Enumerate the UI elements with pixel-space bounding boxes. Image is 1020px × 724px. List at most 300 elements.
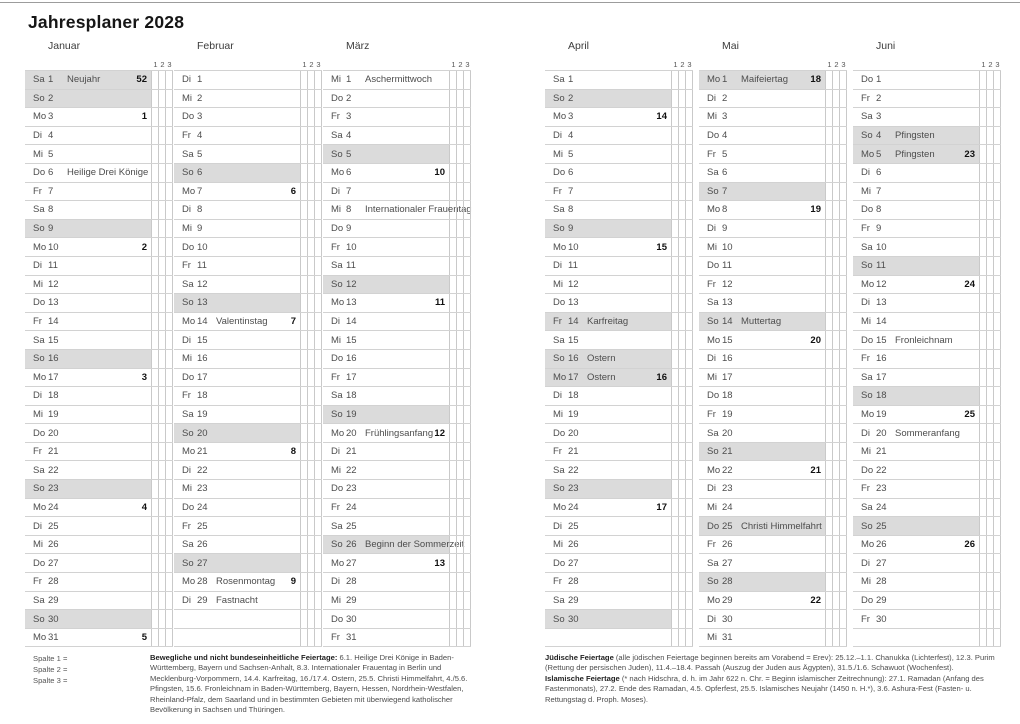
note-cell-3 — [994, 610, 1001, 628]
weekday-label: Mo — [331, 167, 345, 179]
day-main-cell — [699, 164, 826, 182]
weekday-label: Do — [707, 520, 720, 532]
day-row — [545, 592, 693, 611]
note-cell-1 — [450, 183, 457, 201]
day-main-cell — [323, 183, 450, 201]
weekday-label: Fr — [182, 390, 191, 402]
note-cell-1 — [980, 90, 987, 108]
day-main-cell — [853, 350, 980, 368]
note-cell-1 — [672, 238, 679, 256]
note-cell-1 — [672, 480, 679, 498]
weekday-label: Mi — [553, 539, 564, 551]
note-cell-3 — [994, 536, 1001, 554]
note-cell-1 — [301, 629, 308, 647]
day-row — [174, 294, 322, 313]
day-row — [25, 610, 173, 629]
day-row — [699, 145, 847, 164]
note-cell-1 — [672, 145, 679, 163]
note-cell-3 — [315, 406, 322, 424]
day-main-cell — [699, 257, 826, 275]
note-cell-2 — [833, 369, 840, 387]
weekday-label: Mo — [33, 111, 47, 123]
note-cell-1 — [301, 127, 308, 145]
weekday-label: Sa — [553, 204, 565, 216]
day-row — [174, 350, 322, 369]
day-main-cell — [174, 461, 301, 479]
day-number: 25 — [722, 520, 733, 532]
week-number: 3 — [141, 371, 147, 383]
day-main-cell — [699, 313, 826, 331]
day-number: 28 — [48, 576, 59, 588]
day-number: 19 — [722, 408, 733, 420]
day-row — [174, 313, 322, 332]
day-number: 18 — [197, 390, 208, 402]
weekday-label: Mo — [553, 241, 567, 253]
day-number: 31 — [346, 632, 357, 644]
note-cell-1 — [301, 201, 308, 219]
week-number: 52 — [136, 74, 147, 86]
note-cell-1 — [450, 461, 457, 479]
day-number: 26 — [876, 539, 887, 551]
note-cell-3 — [686, 517, 693, 535]
day-row — [545, 573, 693, 592]
day-main-cell — [174, 610, 301, 628]
day-main-cell — [699, 71, 826, 89]
day-number: 14 — [568, 316, 579, 328]
note-cell-3 — [840, 443, 847, 461]
note-cell-2 — [833, 294, 840, 312]
day-row — [545, 536, 693, 555]
day-number: 7 — [876, 185, 882, 197]
weekday-label: Mi — [33, 148, 44, 160]
day-row — [323, 331, 471, 350]
day-number: 21 — [197, 446, 208, 458]
day-row — [853, 71, 1001, 90]
note-cell-3 — [166, 238, 173, 256]
day-row — [25, 145, 173, 164]
day-number: 28 — [197, 576, 208, 588]
week-number: 1 — [141, 111, 147, 123]
day-number: 23 — [48, 483, 59, 495]
note-cell-3 — [315, 387, 322, 405]
holiday-label: Christi Himmelfahrt — [741, 520, 822, 532]
note-cell-1 — [301, 517, 308, 535]
day-main-cell — [699, 573, 826, 591]
weekday-label: So — [331, 539, 343, 551]
note-cell-3 — [166, 369, 173, 387]
note-cell-2 — [679, 424, 686, 442]
note-cell-1 — [672, 517, 679, 535]
weekday-label: Fr — [553, 446, 562, 458]
day-row — [853, 257, 1001, 276]
day-main-cell — [545, 461, 672, 479]
day-number: 10 — [568, 241, 579, 253]
note-cell-3 — [840, 554, 847, 572]
day-main-cell — [699, 424, 826, 442]
note-cell-3 — [686, 294, 693, 312]
day-main-cell — [853, 480, 980, 498]
day-row — [323, 145, 471, 164]
note-cell-1 — [301, 183, 308, 201]
weekday-label: Fr — [331, 241, 340, 253]
day-main-cell — [323, 220, 450, 238]
note-cell-3 — [840, 350, 847, 368]
day-number: 15 — [197, 334, 208, 346]
week-number: 20 — [810, 334, 821, 346]
day-main-cell — [323, 294, 450, 312]
day-number: 26 — [197, 539, 208, 551]
note-cell-1 — [152, 257, 159, 275]
day-main-cell — [25, 201, 152, 219]
day-main-cell — [699, 145, 826, 163]
note-cell-1 — [826, 257, 833, 275]
note-cell-1 — [826, 183, 833, 201]
day-number: 16 — [722, 353, 733, 365]
note-column-header: 3 — [316, 60, 321, 69]
weekday-label: Mo — [331, 557, 345, 569]
note-cell-3 — [315, 350, 322, 368]
day-main-cell — [853, 183, 980, 201]
holiday-label: Pfingsten — [895, 148, 935, 160]
day-main-cell — [545, 350, 672, 368]
week-number: 15 — [656, 241, 667, 253]
page-title: Jahresplaner 2028 — [28, 12, 185, 32]
weekday-label: Di — [707, 483, 716, 495]
day-row — [699, 536, 847, 555]
day-main-cell — [545, 480, 672, 498]
note-cell-2 — [987, 183, 994, 201]
note-cell-2 — [833, 629, 840, 647]
day-number: 18 — [722, 390, 733, 402]
day-number: 8 — [48, 204, 54, 216]
day-number: 23 — [568, 483, 579, 495]
day-main-cell — [25, 164, 152, 182]
note-cell-2 — [457, 145, 464, 163]
day-row — [853, 573, 1001, 592]
month-grid — [699, 70, 847, 647]
day-row — [699, 387, 847, 406]
day-number: 7 — [722, 185, 728, 197]
weekday-label: Sa — [861, 241, 873, 253]
day-row — [323, 127, 471, 146]
holiday-label: Frühlingsanfang — [365, 427, 434, 439]
day-number: 20 — [48, 427, 59, 439]
day-main-cell — [174, 554, 301, 572]
day-main-cell — [545, 369, 672, 387]
note-cell-1 — [672, 536, 679, 554]
note-column-headers — [545, 57, 693, 70]
note-cell-1 — [301, 238, 308, 256]
day-main-cell — [853, 145, 980, 163]
note-cell-2 — [987, 592, 994, 610]
note-cell-2 — [679, 164, 686, 182]
note-cell-1 — [152, 387, 159, 405]
note-cell-3 — [994, 331, 1001, 349]
day-main-cell — [323, 276, 450, 294]
note-cell-2 — [987, 573, 994, 591]
note-cell-2 — [159, 424, 166, 442]
day-main-cell — [853, 276, 980, 294]
weekday-label: Mo — [33, 241, 47, 253]
note-cell-1 — [152, 499, 159, 517]
day-row — [853, 424, 1001, 443]
day-main-cell — [323, 461, 450, 479]
note-cell-1 — [980, 257, 987, 275]
day-row — [853, 480, 1001, 499]
note-cell-3 — [315, 480, 322, 498]
day-main-cell — [323, 480, 450, 498]
note-cell-3 — [166, 257, 173, 275]
weekday-label: Do — [707, 260, 720, 272]
day-number: 14 — [346, 316, 357, 328]
day-main-cell — [545, 387, 672, 405]
day-row — [853, 554, 1001, 573]
note-cell-3 — [994, 554, 1001, 572]
week-number: 26 — [964, 539, 975, 551]
note-cell-1 — [980, 164, 987, 182]
note-cell-2 — [833, 536, 840, 554]
day-main-cell — [853, 331, 980, 349]
day-row — [699, 517, 847, 536]
weekday-label: Fr — [33, 185, 42, 197]
note-cell-2 — [159, 350, 166, 368]
note-cell-2 — [833, 610, 840, 628]
note-column-header: 2 — [834, 60, 839, 69]
note-column-header: 3 — [995, 60, 1000, 69]
note-cell-1 — [672, 201, 679, 219]
day-main-cell — [699, 461, 826, 479]
note-cell-2 — [987, 480, 994, 498]
day-main-cell — [699, 108, 826, 126]
day-main-cell — [545, 90, 672, 108]
note-cell-3 — [686, 443, 693, 461]
day-main-cell — [545, 629, 672, 647]
day-row — [323, 294, 471, 313]
note-cell-1 — [301, 145, 308, 163]
note-cell-2 — [159, 90, 166, 108]
weekday-label: Fr — [33, 446, 42, 458]
note-cell-1 — [301, 257, 308, 275]
note-column-header: 2 — [309, 60, 314, 69]
day-number: 29 — [876, 594, 887, 606]
weekday-label: Mo — [707, 464, 721, 476]
weekday-label: Mo — [707, 74, 721, 86]
weekday-label: So — [553, 92, 565, 104]
month-title: Mai — [722, 40, 739, 52]
note-cell-1 — [672, 90, 679, 108]
note-cell-1 — [450, 424, 457, 442]
note-cell-2 — [308, 424, 315, 442]
note-cell-2 — [833, 331, 840, 349]
weekday-label: So — [331, 148, 343, 160]
note-cell-1 — [980, 294, 987, 312]
week-number: 16 — [656, 371, 667, 383]
day-number: 14 — [876, 316, 887, 328]
weekday-label: Mi — [331, 204, 342, 216]
day-number: 15 — [876, 334, 887, 346]
note-cell-1 — [826, 127, 833, 145]
note-cell-3 — [994, 424, 1001, 442]
day-row — [174, 573, 322, 592]
weekday-label: Do — [861, 334, 874, 346]
day-row — [174, 257, 322, 276]
note-cell-1 — [980, 592, 987, 610]
weekday-label: Di — [553, 520, 562, 532]
day-main-cell — [25, 629, 152, 647]
weekday-label: So — [707, 185, 719, 197]
day-row — [25, 499, 173, 518]
day-row — [545, 406, 693, 425]
day-row — [699, 164, 847, 183]
day-main-cell — [853, 573, 980, 591]
day-number: 19 — [48, 408, 59, 420]
note-cell-3 — [166, 424, 173, 442]
day-number: 30 — [346, 613, 357, 625]
note-cell-1 — [152, 592, 159, 610]
day-number: 13 — [197, 297, 208, 309]
day-main-cell — [323, 387, 450, 405]
islamic-holidays-text: (* nach Hidschra, d. h. im Jahr 622 n. Chr. = Beginn islamischer Zeitrechnung): 27.1. Ramadan (Anfang des Fastenmonats), 27.2. Ende des Ramadan, 4.5. Opferfest, 25.5. Islamisches Neujahr (1450 n. H.*), 3.6. Ashura-Fest (Fasten- u. Rettungstag d. Proph. Moses). — [545, 673, 984, 704]
day-row — [25, 201, 173, 220]
note-cell-2 — [679, 387, 686, 405]
day-main-cell — [323, 350, 450, 368]
note-cell-1 — [301, 71, 308, 89]
day-number: 10 — [197, 241, 208, 253]
week-number: 17 — [656, 501, 667, 513]
day-row — [25, 127, 173, 146]
day-main-cell — [699, 610, 826, 628]
note-cell-2 — [987, 220, 994, 238]
note-cell-1 — [826, 480, 833, 498]
day-number: 28 — [876, 576, 887, 588]
note-cell-3 — [315, 145, 322, 163]
note-cell-3 — [840, 424, 847, 442]
weekday-label: Mo — [707, 594, 721, 606]
note-cell-1 — [301, 592, 308, 610]
day-main-cell — [699, 183, 826, 201]
note-column-headers — [25, 57, 173, 70]
day-row — [174, 554, 322, 573]
month-juni — [853, 40, 1001, 647]
weekday-label: Mo — [861, 408, 875, 420]
note-cell-3 — [464, 127, 471, 145]
day-number: 21 — [722, 446, 733, 458]
day-main-cell — [699, 443, 826, 461]
note-cell-1 — [672, 592, 679, 610]
day-number: 27 — [48, 557, 59, 569]
weekday-label: Sa — [331, 260, 343, 272]
note-cell-1 — [152, 90, 159, 108]
note-cell-2 — [159, 406, 166, 424]
weekday-label: Fr — [331, 632, 340, 644]
weekday-label: Mo — [553, 371, 567, 383]
day-number: 25 — [568, 520, 579, 532]
weekday-label: Do — [861, 74, 874, 86]
day-row — [174, 183, 322, 202]
note-cell-1 — [450, 90, 457, 108]
note-column-header: 2 — [160, 60, 165, 69]
month-title: Juni — [876, 40, 896, 52]
day-main-cell — [699, 350, 826, 368]
note-cell-3 — [686, 573, 693, 591]
weekday-label: Mo — [33, 501, 47, 513]
day-main-cell — [174, 276, 301, 294]
note-cell-1 — [301, 480, 308, 498]
note-cell-2 — [159, 108, 166, 126]
day-number: 6 — [722, 167, 728, 179]
holiday-label: Sommeranfang — [895, 427, 960, 439]
note-cell-2 — [308, 331, 315, 349]
note-cell-3 — [994, 238, 1001, 256]
day-row — [853, 536, 1001, 555]
day-number: 3 — [346, 111, 352, 123]
note-column-header: 2 — [988, 60, 993, 69]
note-cell-3 — [464, 145, 471, 163]
note-cell-2 — [987, 276, 994, 294]
note-cell-1 — [672, 573, 679, 591]
note-cell-3 — [686, 183, 693, 201]
day-row — [545, 276, 693, 295]
note-cell-2 — [679, 108, 686, 126]
day-row — [545, 127, 693, 146]
note-cell-3 — [840, 313, 847, 331]
day-number: 21 — [568, 446, 579, 458]
note-cell-3 — [464, 71, 471, 89]
note-cell-3 — [315, 573, 322, 591]
day-main-cell — [323, 313, 450, 331]
note-cell-3 — [464, 536, 471, 554]
day-row — [25, 164, 173, 183]
note-cell-3 — [686, 629, 693, 647]
note-cell-3 — [464, 387, 471, 405]
note-cell-3 — [994, 90, 1001, 108]
day-main-cell — [699, 220, 826, 238]
note-cell-2 — [833, 406, 840, 424]
note-cell-1 — [152, 108, 159, 126]
note-cell-1 — [152, 220, 159, 238]
weekday-label: Sa — [182, 278, 194, 290]
note-cell-1 — [301, 536, 308, 554]
day-main-cell — [174, 201, 301, 219]
day-number: 23 — [197, 483, 208, 495]
day-main-cell — [25, 350, 152, 368]
note-cell-2 — [457, 201, 464, 219]
note-cell-3 — [994, 480, 1001, 498]
note-cell-2 — [308, 294, 315, 312]
note-cell-2 — [308, 127, 315, 145]
day-row — [323, 220, 471, 239]
note-cell-3 — [315, 276, 322, 294]
day-row — [174, 201, 322, 220]
day-number: 11 — [346, 260, 356, 272]
day-row — [174, 90, 322, 109]
day-main-cell — [545, 183, 672, 201]
weekday-label: Mo — [331, 427, 345, 439]
note-cell-2 — [159, 276, 166, 294]
day-row — [545, 443, 693, 462]
weekday-label: Di — [182, 464, 191, 476]
note-cell-3 — [166, 294, 173, 312]
day-main-cell — [174, 536, 301, 554]
weekday-label: So — [33, 223, 45, 235]
day-number: 9 — [197, 223, 203, 235]
jewish-holidays-title: Jüdische Feiertage — [545, 653, 614, 662]
day-main-cell — [545, 71, 672, 89]
day-row — [25, 517, 173, 536]
note-cell-2 — [679, 257, 686, 275]
note-cell-2 — [833, 238, 840, 256]
day-number: 13 — [346, 297, 357, 309]
